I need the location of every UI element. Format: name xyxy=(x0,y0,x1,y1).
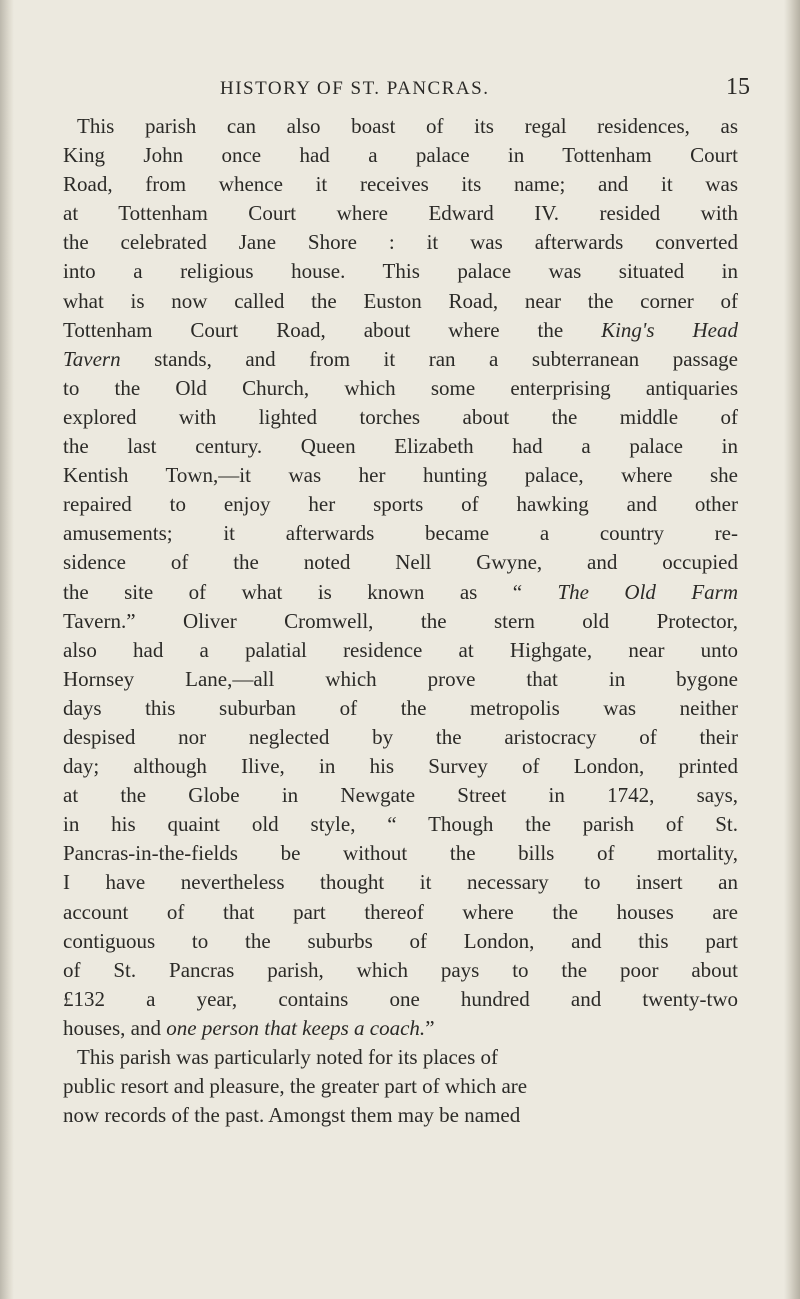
text-segment: now records of the past. Amongst them may be named xyxy=(63,1103,521,1128)
text-segment: sidence of the noted Nell Gwyne, and occupied xyxy=(63,550,738,575)
text-segment: £132 a year, contains one hundred and twenty-two xyxy=(63,986,738,1011)
text-line xyxy=(63,490,738,519)
text-segment: Pancras-in-the-fields be without the bills of mortality, xyxy=(63,841,738,866)
running-title: HISTORY OF ST. PANCRAS. xyxy=(220,78,490,99)
text-segment: public resort and pleasure, the greater part of which are xyxy=(63,1074,528,1099)
text-line xyxy=(63,141,738,170)
text-segment: King John once had a palace in Tottenham Court xyxy=(63,143,738,168)
text-segment: the celebrated Jane Shore : it was afterwards converted xyxy=(63,230,738,255)
text-line xyxy=(63,316,738,345)
text-line xyxy=(63,665,738,694)
text-segment: stands, and from it ran a subterranean passage xyxy=(120,346,738,371)
body-text xyxy=(63,112,738,1130)
text-line xyxy=(63,839,738,868)
text-segment: account of that part thereof where the houses are xyxy=(63,899,738,924)
text-line xyxy=(63,956,738,985)
page-edge-right xyxy=(784,0,800,1299)
text-line xyxy=(63,868,738,897)
text-line xyxy=(63,345,738,374)
text-segment: despised nor neglected by the aristocracy of their xyxy=(63,724,738,749)
text-line xyxy=(63,723,738,752)
text-segment: of St. Pancras parish, which pays to the poor about xyxy=(63,957,738,982)
text-segment: in his quaint old style, “ Though the parish of St. xyxy=(63,812,738,837)
text-line xyxy=(63,1072,738,1101)
text-line xyxy=(63,519,738,548)
text-segment: repaired to enjoy her sports of hawking and other xyxy=(63,492,738,517)
text-segment: the last century. Queen Elizabeth had a palace in xyxy=(63,434,738,459)
text-line xyxy=(63,287,738,316)
italic-text: King's Head xyxy=(601,317,738,342)
text-line xyxy=(63,810,738,839)
text-segment: Tavern.” Oliver Cromwell, the stern old Protector, xyxy=(63,608,738,633)
text-segment: contiguous to the suburbs of London, and this part xyxy=(63,928,738,953)
text-line xyxy=(63,927,738,956)
text-segment: ” xyxy=(425,1015,435,1040)
text-segment: to the Old Church, which some enterprising antiquaries xyxy=(63,375,738,400)
text-line xyxy=(63,374,738,403)
text-line xyxy=(63,781,738,810)
text-segment: Road, from whence it receives its name; and it was xyxy=(63,172,738,197)
text-segment: also had a palatial residence at Highgate, near unto xyxy=(63,637,738,662)
text-line xyxy=(63,548,738,577)
text-segment: Tottenham Court Road, about where the xyxy=(63,317,602,342)
italic-text: one person that keeps a coach. xyxy=(166,1015,426,1040)
page-edge-left xyxy=(0,0,14,1299)
text-line xyxy=(63,898,738,927)
italic-text: The Old Farm xyxy=(557,579,738,604)
text-line xyxy=(63,578,738,607)
text-segment: explored with lighted torches about the middle of xyxy=(63,404,738,429)
text-segment: what is now called the Euston Road, near the corner of xyxy=(63,288,738,313)
text-segment: This parish can also boast of its regal residences, as xyxy=(77,114,738,138)
text-segment: This parish was particularly noted for its places of xyxy=(77,1045,499,1069)
text-line xyxy=(63,694,738,723)
text-line xyxy=(63,112,738,141)
text-line xyxy=(63,1043,738,1072)
text-segment: into a religious house. This palace was situated in xyxy=(63,259,738,284)
text-segment: I have nevertheless thought it necessary to insert an xyxy=(63,870,738,895)
text-line xyxy=(63,1101,738,1130)
text-segment: Kentish Town,—it was her hunting palace, where she xyxy=(63,463,738,488)
text-segment: amusements; it afterwards became a country re- xyxy=(63,521,738,546)
text-segment: days this suburban of the metropolis was neither xyxy=(63,695,738,720)
text-segment: houses, and xyxy=(63,1015,167,1040)
text-segment: day; although Ilive, in his Survey of London, printed xyxy=(63,754,738,779)
text-line xyxy=(63,985,738,1014)
page-number: 15 xyxy=(726,74,750,100)
italic-text: Tavern xyxy=(63,346,121,371)
text-line xyxy=(63,461,738,490)
text-line xyxy=(63,432,738,461)
text-line xyxy=(63,752,738,781)
text-line xyxy=(63,636,738,665)
text-line xyxy=(63,1014,738,1043)
page-header xyxy=(0,74,800,114)
text-line xyxy=(63,607,738,636)
text-line xyxy=(63,170,738,199)
text-segment: at the Globe in Newgate Street in 1742, says, xyxy=(63,783,738,808)
text-line xyxy=(63,199,738,228)
text-line xyxy=(63,403,738,432)
text-segment: Hornsey Lane,—all which prove that in bygone xyxy=(63,666,738,691)
text-line xyxy=(63,228,738,257)
text-line xyxy=(63,257,738,286)
text-segment: at Tottenham Court where Edward IV. resided with xyxy=(63,201,738,226)
text-segment: the site of what is known as “ xyxy=(63,579,558,604)
